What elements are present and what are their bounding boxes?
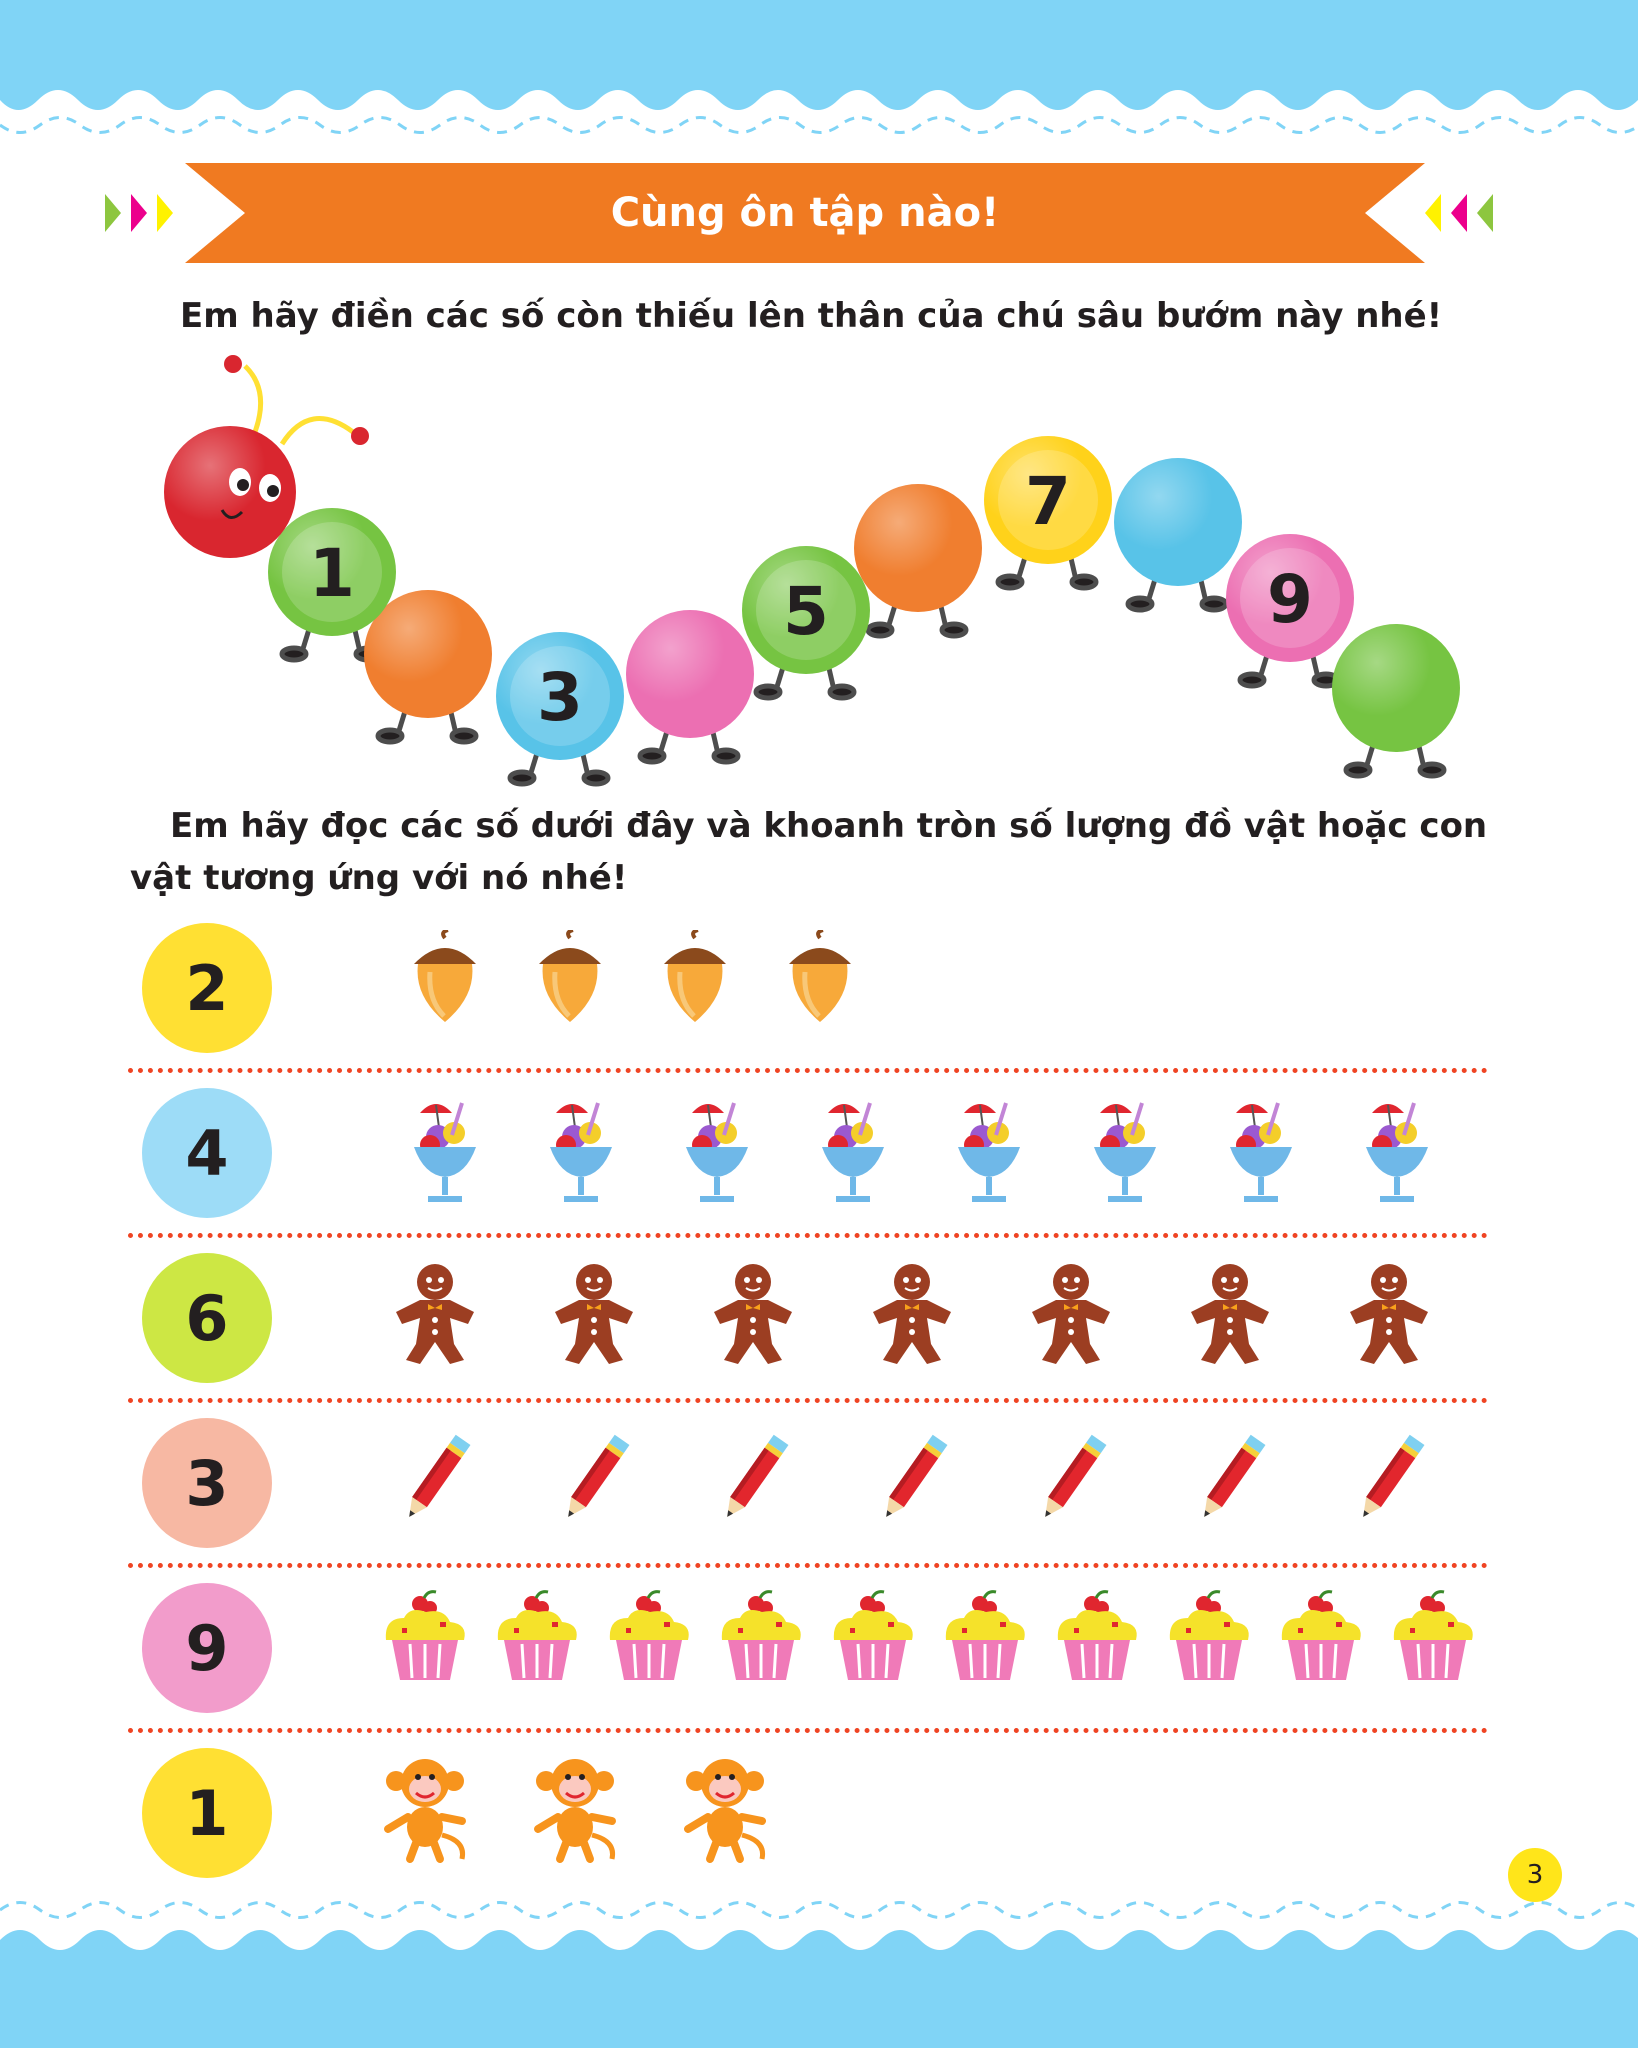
counting-row [0,1740,1638,1890]
item-group [380,1755,1500,1875]
ice-cream-sundae-icon[interactable] [944,1095,1034,1205]
caterpillar-foot [378,730,402,742]
acorn-icon[interactable] [775,930,865,1040]
dotted-divider [128,1563,1488,1568]
item-group [380,1095,1500,1215]
caterpillar-segment [268,508,396,636]
caterpillar-blank-slot [1336,628,1456,748]
counting-row [0,1080,1638,1230]
pencil-icon[interactable] [390,1425,480,1535]
item-group [380,1590,1500,1710]
caterpillar-foot [584,772,608,784]
cupcake-icon[interactable] [1052,1590,1142,1700]
cupcake-icon[interactable] [1164,1590,1254,1700]
caterpillar-segment [626,610,754,738]
caterpillar-segment [1332,624,1460,752]
caterpillar-foot [756,686,780,698]
instruction-count: Em hãy đọc các số dưới đây và khoanh tròn số lượng đồ vật hoặc con vật tương ứng với nó nhé! [130,806,1488,898]
acorn-icon[interactable] [650,930,740,1040]
caterpillar-segment [854,484,982,612]
pencil-icon[interactable] [867,1425,957,1535]
number-circle: 3 [142,1418,272,1548]
caterpillar-foot [868,624,892,636]
caterpillar-foot [830,686,854,698]
caterpillar-head [164,426,296,558]
caterpillar-number: 5 [783,573,829,650]
ice-cream-sundae-icon[interactable] [1080,1095,1170,1205]
counting-row [0,1245,1638,1395]
caterpillar-foot [510,772,534,784]
counting-row [0,1575,1638,1725]
ice-cream-sundae-icon[interactable] [400,1095,490,1205]
cupcake-icon[interactable] [492,1590,582,1700]
dotted-divider [128,1068,1488,1073]
caterpillar-foot [942,624,966,636]
cupcake-icon[interactable] [1388,1590,1478,1700]
caterpillar-number: 7 [1025,463,1071,540]
title-banner [185,163,1425,263]
right-triangle-decoration [1425,192,1505,234]
caterpillar-foot [282,648,306,660]
left-triangle-decoration [105,192,185,234]
caterpillar-foot [714,750,738,762]
pencil-icon[interactable] [1026,1425,1116,1535]
acorn-icon[interactable] [525,930,615,1040]
bottom-wave-band [0,1890,1638,2048]
caterpillar-blank-slot [858,488,978,608]
cupcake-icon[interactable] [940,1590,1030,1700]
caterpillar-number: 1 [309,535,355,612]
gingerbread-man-icon[interactable] [1344,1260,1434,1370]
dotted-divider [128,1398,1488,1403]
number-circle: 2 [142,923,272,1053]
caterpillar-foot [1346,764,1370,776]
cupcake-icon[interactable] [716,1590,806,1700]
caterpillar-foot [452,730,476,742]
ice-cream-sundae-icon[interactable] [672,1095,762,1205]
pencil-icon[interactable] [708,1425,798,1535]
gingerbread-man-icon[interactable] [708,1260,798,1370]
pencil-icon[interactable] [1344,1425,1434,1535]
ice-cream-sundae-icon[interactable] [1352,1095,1442,1205]
page-title: Cùng ôn tập nào! [610,190,1000,236]
number-circle: 9 [142,1583,272,1713]
cupcake-icon[interactable] [604,1590,694,1700]
caterpillar-segment [1226,534,1354,662]
caterpillar-segment [496,632,624,760]
caterpillar-foot [1420,764,1444,776]
number-circle: 1 [142,1748,272,1878]
number-circle: 4 [142,1088,272,1218]
caterpillar-foot [998,576,1022,588]
caterpillar-blank-slot [368,594,488,714]
caterpillar-segment [984,436,1112,564]
caterpillar-illustration [150,350,1480,790]
gingerbread-man-icon[interactable] [1185,1260,1275,1370]
page-number: 3 [1508,1848,1562,1902]
gingerbread-man-icon[interactable] [1026,1260,1116,1370]
caterpillar-foot [640,750,664,762]
item-group [380,930,1500,1050]
top-wave-band [0,0,1638,150]
caterpillar-foot [1202,598,1226,610]
ice-cream-sundae-icon[interactable] [808,1095,898,1205]
caterpillar-blank-slot [1118,462,1238,582]
ice-cream-sundae-icon[interactable] [1216,1095,1306,1205]
caterpillar-segment [1114,458,1242,586]
ice-cream-sundae-icon[interactable] [536,1095,626,1205]
monkey-icon[interactable] [530,1755,620,1865]
pencil-icon[interactable] [1185,1425,1275,1535]
caterpillar-blank-slot [630,614,750,734]
cupcake-icon[interactable] [380,1590,470,1700]
item-group [380,1425,1500,1545]
cupcake-icon[interactable] [828,1590,918,1700]
gingerbread-man-icon[interactable] [549,1260,639,1370]
caterpillar-foot [1128,598,1152,610]
counting-row [0,1410,1638,1560]
caterpillar-foot [1240,674,1264,686]
acorn-icon[interactable] [400,930,490,1040]
counting-row [0,915,1638,1065]
pencil-icon[interactable] [549,1425,639,1535]
gingerbread-man-icon[interactable] [867,1260,957,1370]
item-group [380,1260,1500,1380]
caterpillar-number: 9 [1267,561,1313,638]
caterpillar-segment [742,546,870,674]
dotted-divider [128,1233,1488,1238]
caterpillar-number: 3 [537,659,583,736]
gingerbread-man-icon[interactable] [390,1260,480,1370]
caterpillar-foot [1072,576,1096,588]
number-circle: 6 [142,1253,272,1383]
instruction-caterpillar: Em hãy điền các số còn thiếu lên thân của chú sâu bướm này nhé! [180,296,1443,336]
cupcake-icon[interactable] [1276,1590,1366,1700]
monkey-icon[interactable] [380,1755,470,1865]
dotted-divider [128,1728,1488,1733]
monkey-icon[interactable] [680,1755,770,1865]
